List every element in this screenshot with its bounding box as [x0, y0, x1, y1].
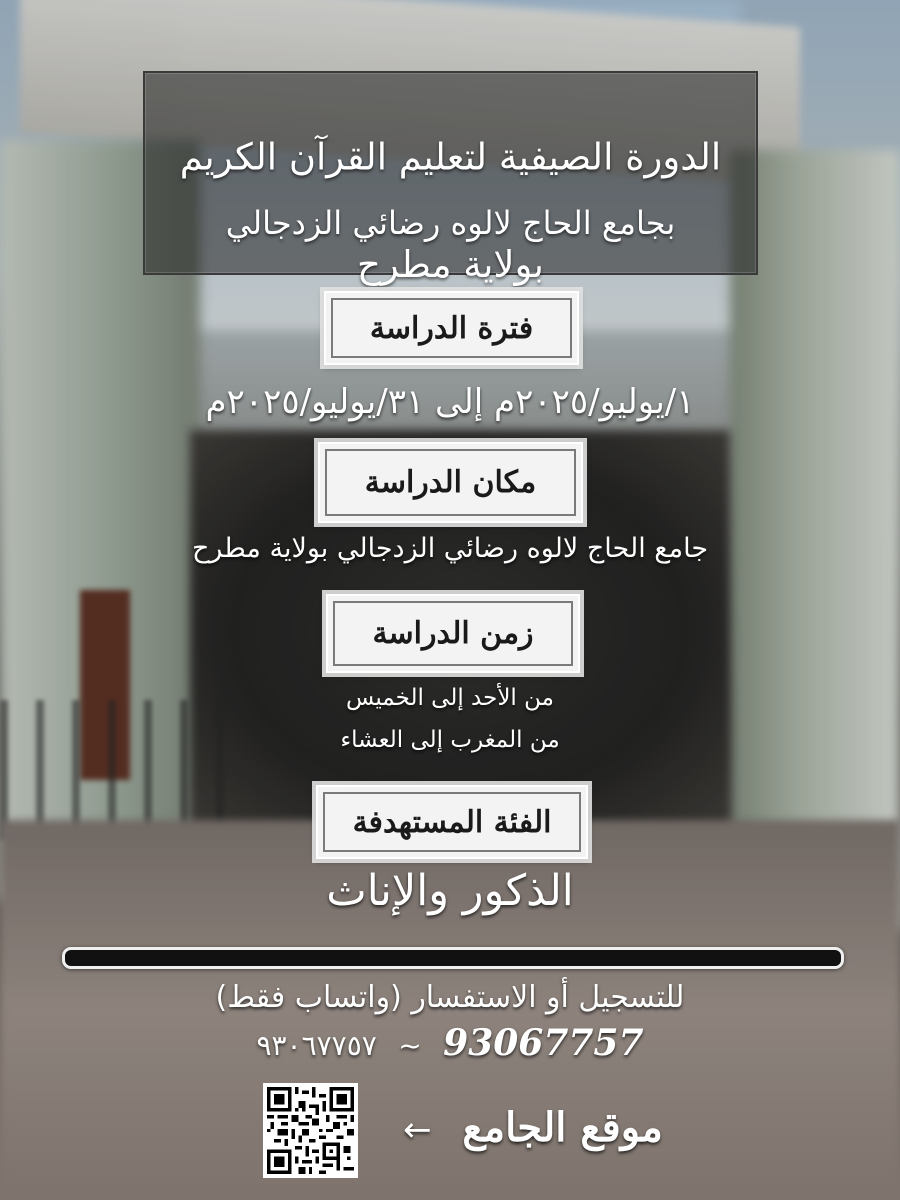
audience-value: الذكور والإناث: [326, 866, 574, 916]
title-line-1: الدورة الصيفية لتعليم القرآن الكريم: [179, 135, 722, 179]
phone-latin: 93067757: [443, 1022, 644, 1064]
location-label-box: [318, 442, 583, 523]
audience-label-box: [316, 785, 588, 859]
location-label: مكان الدراسة: [364, 465, 537, 500]
contact-text: للتسجيل أو الاستفسار (واتساب فقط): [215, 980, 685, 1015]
audience-label: الفئة المستهدفة: [352, 804, 552, 840]
time-label-box: [326, 594, 580, 673]
phone-separator: ~: [398, 1029, 422, 1062]
arrow-left-icon: ←: [403, 1110, 432, 1150]
time-days: من الأحد إلى الخميس: [346, 685, 554, 711]
divider-bar: [62, 947, 844, 969]
period-value: ١/يوليو/٢٠٢٥م إلى ٣١/يوليو/٢٠٢٥م: [205, 382, 695, 422]
time-label: زمن الدراسة: [372, 616, 534, 651]
mosque-location-label: موقع الجامع: [462, 1104, 663, 1151]
qr-code-icon[interactable]: [263, 1083, 358, 1178]
location-value: جامع الحاج لالوه رضائي الزدجالي بولاية مطرح: [191, 533, 709, 564]
title-line-3: بولاية مطرح: [357, 243, 544, 286]
period-label: فترة الدراسة: [369, 310, 534, 346]
title-box: [143, 71, 758, 286]
phone-arabic: ٩٣٠٦٧٧٥٧: [256, 1029, 377, 1062]
period-label-box: [324, 291, 579, 365]
mosque-location-link[interactable]: [383, 1104, 683, 1151]
contact-phone[interactable]: [0, 1022, 900, 1064]
title-line-2: بجامع الحاج لالوه رضائي الزدجالي: [225, 204, 676, 242]
time-hours: من المغرب إلى العشاء: [340, 727, 560, 753]
